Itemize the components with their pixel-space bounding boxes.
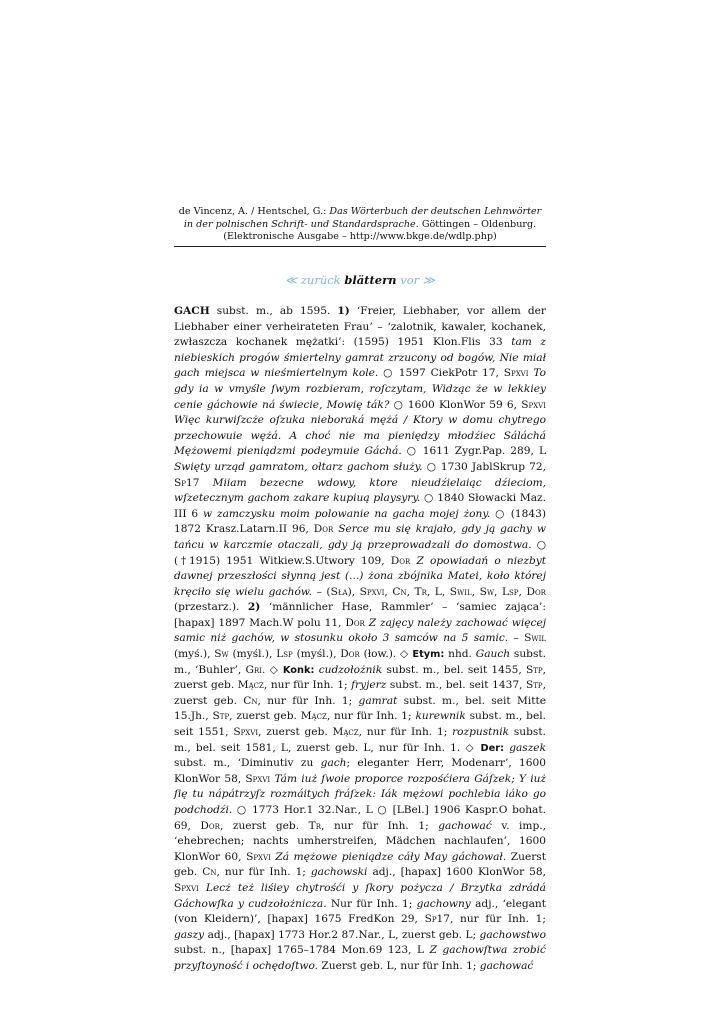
- citation-authors: de Vincenz, A. / Hentschel, G.:: [178, 206, 330, 217]
- citation-title-continued: in der polnischen Schrift- und Standardsprache: [183, 218, 416, 230]
- citation-quote: Gauch: [475, 648, 511, 661]
- citation-quote: gachować: [438, 819, 492, 832]
- citation-title: Das Wörterbuch der deutschen Lehnwörter: [329, 206, 542, 217]
- citation-quote: w zamczysku moim polowanie na gacha mojej żony.: [203, 507, 491, 520]
- section-label: Der:: [480, 742, 505, 754]
- entry-text: , zuerst geb.: [219, 819, 309, 832]
- entry-text: (myśl.),: [228, 648, 277, 661]
- citation-quote: Z zajęcy należy zachować więcej samic niż gachów, w stosunku około 3 samców na 5 samic.: [174, 616, 546, 645]
- entry-text: , nur für Inh. 1;: [263, 679, 352, 692]
- entry-text: ○ 1730 JablSkrup 72,: [422, 460, 546, 473]
- page-navigation: [174, 273, 546, 287]
- citation-quote: gamrat: [358, 694, 398, 707]
- citation-quote: Z opowiadań o niezbyt dawnej przeszłości słynną jest (...) żona zbójnika Matei, koło której kręciło się wielu gachów.: [174, 554, 546, 598]
- entry-text: – (: [312, 585, 331, 598]
- entry-text: ,: [384, 585, 393, 598]
- source-abbrev: Swil: [524, 632, 546, 645]
- entry-text: ○ 1773 Hor.1 32.Nar., L ○ [LBel.] 1906 Kaspr.O bohat. 69,: [174, 804, 546, 832]
- entry-text: ,: [518, 585, 527, 598]
- entry-text: ,: [406, 585, 415, 598]
- citation-url: (Elektronische Ausgabe – http://www.bkge.de/wdlp.php): [223, 231, 497, 243]
- entry-text: ,: [471, 585, 480, 598]
- citation-quote: gaszy: [174, 928, 205, 941]
- entry-text: (myś.),: [174, 648, 215, 661]
- back-link[interactable]: ≪ zurück: [285, 273, 341, 287]
- dictionary-entry: [174, 304, 546, 975]
- citation-line-2: [174, 219, 546, 232]
- source-abbrev: Lsp: [501, 585, 519, 598]
- citation-quote: Serce mu się krajało, gdy ją gachy w tańcu w karczmie otaczali, gdy ją przeprowadzali do domostwa.: [174, 523, 546, 551]
- source-abbrev: Sw: [214, 648, 229, 661]
- entry-text: subst. m., ‘Diminutiv zu: [174, 757, 321, 770]
- source-abbrev: Cn: [202, 866, 217, 879]
- entry-text: , L,: [426, 585, 450, 598]
- source-abbrev: Lsp: [276, 648, 293, 661]
- citation-quote: rozpustnik: [452, 726, 510, 739]
- source-abbrev: Tr: [414, 585, 427, 598]
- entry-text: [199, 477, 212, 489]
- entry-text: , nur für Inh. 1;: [326, 710, 416, 723]
- entry-text: adj., [hapax] 1600 KlonWor 58,: [367, 866, 546, 879]
- citation-quote: tam z niebieskich progów śmiertelny gamrat zrzucony od bogów, Nie miał gach miejsca w nieśmiertelnym kole.: [174, 336, 546, 380]
- entry-text: ; eleganter Herr, Modenarr’, 1600 KlonWor 58,: [174, 757, 546, 785]
- citation-quote: gach: [320, 757, 347, 770]
- section-label: Etym:: [412, 649, 445, 661]
- source-abbrev: Spxvi: [245, 772, 271, 785]
- source-abbrev: Mącz: [300, 710, 327, 723]
- entry-text: , nur für Inh. 1;: [450, 913, 546, 926]
- entry-text: , nur für Inh. 1;: [257, 694, 359, 707]
- citation-line-1: [174, 206, 546, 219]
- entry-text: adj., ‘elegant (von Kleidern)’, [hapax] 1675 FredKon 29,: [174, 897, 547, 926]
- source-abbrev: Stp: [526, 679, 543, 692]
- entry-text: ○ 1597 CiekPotr 17,: [378, 367, 504, 380]
- entry-text: , nur für Inh. 1;: [216, 866, 311, 879]
- entry-text: , zuerst geb.: [174, 663, 547, 692]
- sense-number: 1): [337, 305, 350, 317]
- entry-text: , zuerst geb.: [258, 726, 333, 739]
- source-abbrev: Dor: [345, 616, 365, 629]
- citation-quote: Zá mężowe pieniądze cáły May gáchował.: [275, 850, 507, 863]
- source-abbrev: Spxvi: [174, 881, 199, 894]
- source-abbrev: Cn: [243, 694, 258, 707]
- citation-publisher: . Göttingen – Oldenburg.: [415, 218, 537, 230]
- source-abbrev: Sp17: [424, 913, 451, 926]
- source-abbrev: Spxvi: [233, 726, 259, 739]
- source-abbrev: Spxvi: [503, 367, 529, 380]
- citation-quote: Tám iuż ſwoie proporce rozpośćiera Gáſzek; Y iuż ſię tu nápátrzyſz rozmáitych fráſzek: Iák mężowi pochlebia iáko go podchodźi.: [174, 772, 546, 816]
- header-rule: [174, 246, 546, 247]
- entry-text: ○ 1600 KlonWor 59 6,: [389, 398, 522, 411]
- entry-text: ‘Freier, Liebhaber, vor allem der Liebhaber einer verheirateten Frau’ – ‘zalotnik, kawaler, kochanek, zwłaszcza kochanek mężatki’: (1595) 1951 Klon.Flis 33: [174, 305, 546, 349]
- entry-text: subst. m., bel. seit 1551,: [174, 710, 546, 739]
- citation-quote: gachowstwo: [479, 928, 546, 941]
- source-abbrev: Stp: [212, 710, 230, 723]
- citation-quote: gachowny: [416, 897, 471, 910]
- citation-quote: kurewnik: [415, 710, 466, 723]
- source-abbrev: Gri: [245, 663, 263, 676]
- citation-quote: Więc kurwiſzcże oſzuka nieboraká mężá / Ktory w domu chytrego przechowuie wężá. A choć nie ma pieniędzy młodźiec Sáláchá Mężowemi pieniądzmi podeymuie Gáchá.: [174, 414, 546, 458]
- citation-quote: gaszek: [509, 741, 546, 754]
- sense-number: 2): [247, 601, 261, 614]
- citation-quote: fryjerz: [351, 679, 387, 692]
- entry-text: ),: [347, 585, 360, 598]
- entry-text: ○ (1843) 1872 Krasz.Latarn.II 96,: [174, 507, 546, 536]
- entry-text: [199, 882, 206, 894]
- source-abbrev: Tr: [308, 819, 321, 832]
- source-abbrev: Mącz: [332, 726, 359, 739]
- entry-text: . ◇: [262, 663, 283, 676]
- entry-body: [174, 305, 546, 972]
- source-abbrev: Dor: [200, 819, 220, 832]
- entry-text: Zuerst geb.: [174, 850, 546, 879]
- entry-text: ○ (†1915) 1951 Witkiew.S.Utwory 109,: [174, 538, 546, 567]
- entry-text: ○ 1840 Słowacki Maz. III 6: [174, 492, 546, 520]
- entry-text: subst. n., [hapax] 1765–1784 Mon.69 123, L: [174, 944, 430, 957]
- citation-quote: To gdy ia w vmyśle ſwym rozbieram, roſczytam, Widząc że w lekkiey cenie gáchowie ná świecie, Mowię ták?: [174, 367, 546, 411]
- source-abbrev: Sła: [330, 585, 348, 598]
- source-abbrev: Dor: [390, 554, 411, 567]
- entry-text: v. imp., ‘ehebrechen; nachts umherstreifen, Mädchen nachlaufen’, 1600 KlonWor 60,: [174, 819, 546, 863]
- entry-text: nhd.: [444, 648, 476, 661]
- section-label: Konk:: [282, 664, 315, 676]
- citation-header: [174, 206, 546, 247]
- citation-quote: gachowski: [310, 866, 368, 879]
- source-abbrev: Spxvi: [359, 585, 385, 598]
- entry-text: (przestarz.).: [174, 601, 248, 614]
- entry-text: , zuerst geb.: [174, 679, 547, 707]
- entry-text: , zuerst geb.: [229, 710, 301, 723]
- entry-text: ○ 1611 Zygr.Pap. 289, L: [401, 445, 546, 458]
- source-abbrev: Mącz: [237, 679, 264, 692]
- entry-text: adj., [hapax] 1773 Hor.2 87.Nar., L, zuerst geb. L;: [204, 928, 480, 941]
- entry-text: (myśl.),: [292, 648, 341, 661]
- citation-quote: cudzołożnik: [318, 663, 383, 676]
- entry-text: –: [508, 632, 525, 645]
- entry-text: subst. m., ‘Buhler’,: [174, 648, 547, 676]
- entry-headword: GACH: [174, 305, 210, 317]
- source-abbrev: Sp17: [174, 476, 200, 489]
- citation-quote: Swięty urząd gamratom, ołtarz gachom służy.: [174, 460, 423, 473]
- entry-text: subst. m., ab 1595.: [209, 305, 338, 317]
- source-abbrev: Dor: [340, 648, 360, 661]
- entry-text: Zuerst geb. L, nur für Inh. 1;: [318, 959, 480, 972]
- citation-quote: Z gachowſtwa zrobić przyſtoyność i ochędoſtwo.: [174, 944, 546, 972]
- source-abbrev: Swil: [449, 585, 472, 598]
- entry-text: subst. m., bel. seit 1455,: [382, 663, 526, 676]
- entry-text: ‘männlicher Hase, Rammler’ – ‘samiec zająca’: [hapax] 1897 Mach.W polu 11,: [174, 601, 546, 629]
- citation-quote: Lecż też liśiey chytrośći y ſkory pożycza / Brzytka zdrádá Gáchowſka y cudzołożnicza.: [174, 881, 546, 910]
- source-abbrev: Spxvi: [521, 398, 546, 411]
- entry-text: (łow.). ◇: [359, 648, 413, 661]
- forward-link[interactable]: vor ≫: [400, 273, 435, 287]
- entry-text: ,: [494, 585, 502, 598]
- entry-text: subst. m., bel. seit 1437,: [386, 679, 526, 692]
- citation-quote: gachować: [479, 959, 534, 972]
- citation-quote: Miiam bezecne wdowy, ktore nieudźielaiąc dźieciom, wſzetecznym gachom zakare kupiuą playsyry.: [174, 476, 546, 505]
- entry-text: subst. m., bel. seit Mitte 15.Jh.,: [174, 694, 546, 723]
- entry-text: Nur für Inh. 1;: [326, 897, 417, 910]
- source-abbrev: Spxvi: [246, 850, 271, 863]
- browse-label: blättern: [344, 273, 397, 287]
- entry-text: subst. m., bel. seit 1581, L, zuerst geb. L, nur für Inh. 1. ◇: [174, 726, 546, 754]
- entry-text: , nur für Inh. 1;: [358, 726, 453, 739]
- source-abbrev: Dor: [526, 585, 546, 598]
- source-abbrev: Cn: [392, 585, 407, 598]
- source-abbrev: Sw: [479, 585, 495, 598]
- source-abbrev: Dor: [313, 523, 334, 536]
- entry-text: , nur für Inh. 1;: [321, 819, 439, 832]
- source-abbrev: Stp: [526, 663, 543, 676]
